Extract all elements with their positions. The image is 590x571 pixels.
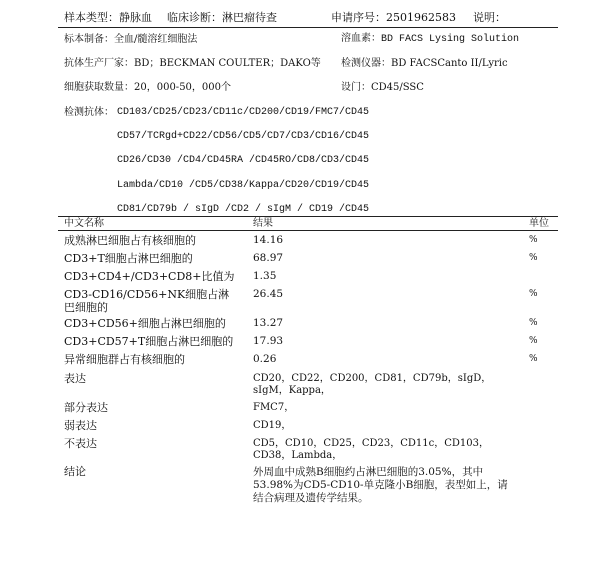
row-unit: % — [529, 336, 538, 346]
conclusion-value: 外周血中成熟B细胞约占淋巴细胞的3.05%，其中53.98%为CD5-CD10-单克隆小B细胞，表型如上，请结合病理及遗传学结果。 — [253, 466, 508, 504]
weak-expression-label: 弱表达 — [64, 419, 97, 432]
instrument: 检测仪器：BD FACSCanto II/Lyric — [341, 58, 508, 69]
row-value: 17.93 — [253, 335, 284, 347]
antibody-panel-2: CD57/TCRgd+CD22/CD56/CD5/CD7/CD3/CD16/CD45 — [117, 131, 370, 142]
antibody-panel-5: CD81/CD79b / sIgD /CD2 / sIgM / CD19 /CD45 — [117, 204, 370, 215]
table-row — [0, 234, 590, 252]
row-unit: % — [529, 354, 538, 364]
table-row — [0, 288, 590, 318]
expression-label: 表达 — [64, 372, 86, 385]
application-number: 申请序号：2501962583 — [331, 11, 456, 24]
col-header-name: 中文名称 — [64, 218, 104, 229]
row-value: 68.97 — [253, 252, 284, 264]
partial-expression-value: FMC7， — [253, 402, 295, 413]
table-row — [0, 270, 590, 288]
row-name: CD3+CD56+细胞占淋巴细胞的 — [64, 317, 226, 330]
row-name: 异常细胞群占有核细胞的 — [64, 353, 185, 366]
col-header-result: 结果 — [253, 218, 273, 229]
gating: 设门：CD45/SSC — [341, 82, 424, 93]
clinical-diagnosis: 临床诊断：淋巴瘤待查 — [167, 11, 277, 24]
row-unit: % — [529, 253, 538, 263]
row-unit: % — [529, 235, 538, 245]
expression-value: CD20，CD22，CD200，CD81，CD79b，sIgD，sIgM，Kappa， — [253, 373, 492, 396]
lysing-solution: 溶血素：BD FACS Lysing Solution — [341, 34, 520, 45]
cell-count: 细胞获取数量：20，000-50，000个 — [64, 82, 232, 93]
row-unit: % — [529, 318, 538, 328]
antibody-panel-3: CD26/CD30 /CD4/CD45RA /CD45RO/CD8/CD3/CD45 — [117, 155, 370, 166]
conclusion-label: 结论 — [64, 465, 86, 478]
table-row — [0, 252, 590, 270]
col-header-unit: 单位 — [529, 218, 549, 229]
antibody-label: 检测抗体： — [64, 107, 114, 118]
negative-expression-value: CD5，CD10，CD25，CD23，CD11c，CD103，CD38，Lambda， — [253, 438, 489, 461]
note-label: 说明： — [473, 11, 506, 24]
antibody-panel-4: Lambda/CD10 /CD5/CD38/Kappa/CD20/CD19/CD45 — [117, 180, 370, 191]
antibody-vendor: 抗体生产厂家：BD；BECKMAN COULTER；DAKO等 — [64, 58, 321, 69]
table-row — [0, 353, 590, 371]
table-row — [0, 317, 590, 335]
row-name: CD3+CD57+T细胞占淋巴细胞的 — [64, 335, 234, 348]
row-name: CD3+CD4+/CD3+CD8+比值为 — [64, 270, 235, 283]
table-top-rule — [58, 216, 558, 217]
cut-off-footer — [60, 565, 540, 571]
weak-expression-value: CD19， — [253, 420, 292, 431]
row-value: 13.27 — [253, 317, 284, 329]
row-value: 26.45 — [253, 288, 284, 300]
row-name: CD3-CD16/CD56+NK细胞占淋巴细胞的 — [64, 288, 230, 314]
sample-preparation: 标本制备：全血/髓溶红细胞法 — [64, 34, 198, 45]
table-row — [0, 335, 590, 353]
sample-type: 样本类型：静脉血 — [64, 11, 152, 24]
header-divider — [58, 27, 558, 28]
negative-expression-label: 不表达 — [64, 437, 97, 450]
partial-expression-label: 部分表达 — [64, 401, 108, 414]
antibody-panel-1: CD103/CD25/CD23/CD11c/CD200/CD19/FMC7/CD45 — [117, 107, 370, 118]
row-name: 成熟淋巴细胞占有核细胞的 — [64, 234, 196, 247]
row-unit: % — [529, 289, 538, 299]
row-value: 1.35 — [253, 270, 277, 282]
row-value: 0.26 — [253, 353, 277, 365]
row-value: 14.16 — [253, 234, 284, 246]
row-name: CD3+T细胞占淋巴细胞的 — [64, 252, 193, 265]
table-header-rule — [58, 230, 558, 231]
